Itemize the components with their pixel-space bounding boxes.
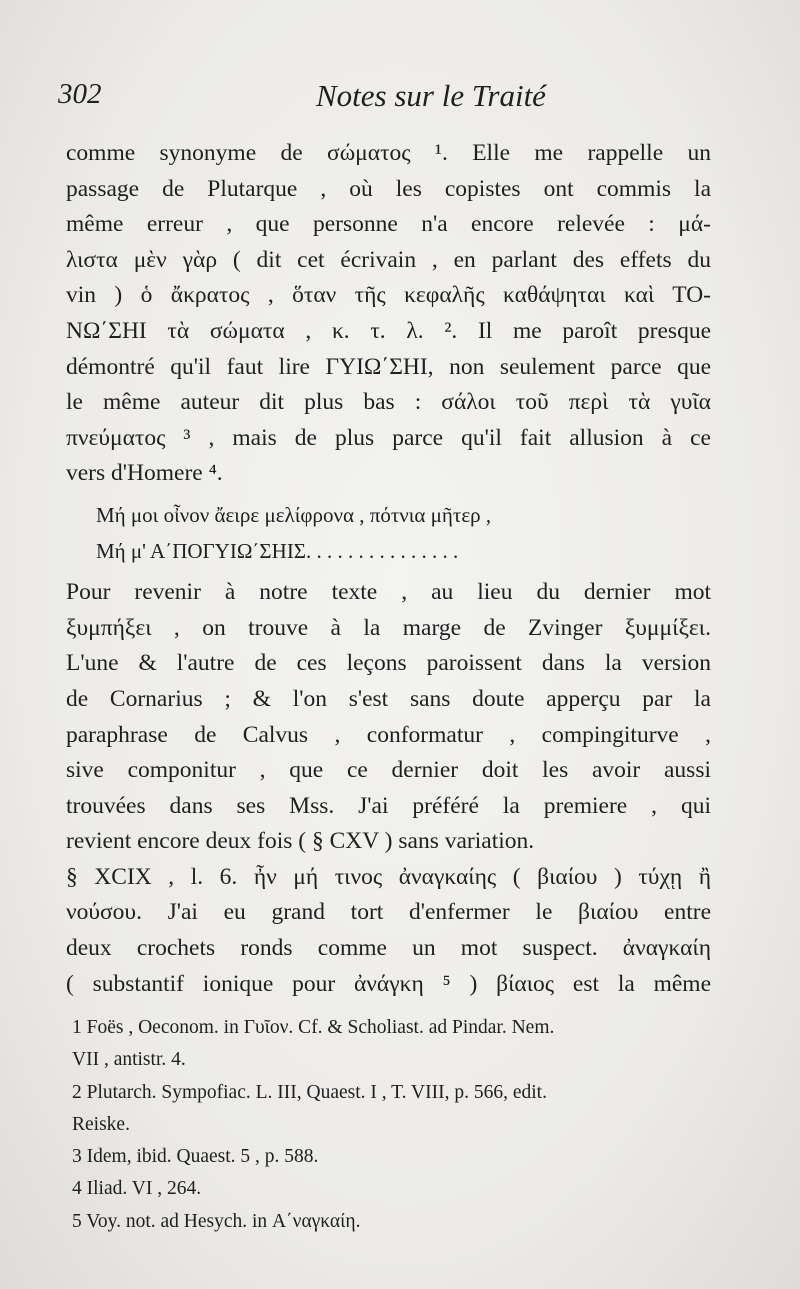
text-line: ΝΩ΄ΣΗΙ τὰ σώματα , κ. τ. λ. ². Il me paroît presque: [66, 317, 711, 344]
text-line: deux crochets ronds comme un mot suspect. ἀναγκαίη: [66, 935, 711, 962]
footnote: 3 Idem, ibid. Quaest. 5 , p. 588.: [72, 1146, 319, 1168]
text-line: paraphrase de Calvus , conformatur , compingiturve ,: [66, 721, 711, 748]
text-line: trouvées dans ses Mss. J'ai préféré la premiere , qui: [66, 792, 711, 819]
text-line: sive componitur , que ce dernier doit les avoir aussi: [66, 757, 711, 784]
verse-line: Μή μοι οἶνον ἄειρε μελίφρονα , πότνια μῆτερ ,: [96, 502, 492, 527]
main-text: [66, 136, 711, 1002]
page-number: 302: [58, 78, 102, 110]
footnote: 2 Plutarch. Sympofiac. L. III, Quaest. I , T. VIII, p. 566, edit.: [72, 1081, 547, 1103]
text-line: comme synonyme de σώματος ¹. Elle me rappelle un: [66, 140, 711, 166]
footnote-continuation: Reiske.: [72, 1113, 130, 1135]
text-line: revient encore deux fois ( § CXV ) sans variation.: [66, 828, 535, 855]
verse-line: Μή μ' Α΄ΠΟΓΥΙΩ΄ΣΗΙΣ. . . . . . . . . . . . . . .: [96, 538, 459, 563]
text-line: même erreur , que personne n'a encore relevée : μά-: [66, 211, 711, 238]
text-line: πνεύματος ³ , mais de plus parce qu'il fait allusion à ce: [66, 424, 711, 451]
text-line: ξυμπήξει , on trouve à la marge de Zvinger ξυμμίξει.: [66, 614, 711, 641]
footnote: 5 Voy. not. ad Hesych. in Α΄ναγκαίη.: [72, 1210, 361, 1232]
text-line: ( substantif ionique pour ἀνάγκη ⁵ ) βίαιος est la même: [66, 970, 711, 997]
footnote-continuation: VII , antistr. 4.: [72, 1049, 186, 1071]
running-title: Notes sur le Traité: [316, 78, 546, 113]
text-line: vin ) ὁ ἄκρατος , ὅταν τῆς κεφαλῆς καθάψηται καὶ ΤΟ-: [66, 282, 711, 309]
page-header: [58, 78, 718, 118]
text-line: démontré qu'il faut lire ΓΥΙΩ΄ΣΗΙ, non seulement parce que: [66, 353, 711, 380]
footnote: 1 Foës , Oeconom. in Γυῖον. Cf. & Scholiast. ad Pindar. Nem.: [72, 1017, 555, 1038]
text-line: νούσου. J'ai eu grand tort d'enfermer le βιαίου entre: [66, 899, 711, 926]
text-line: § XCIX , l. 6. ἦν μή τινος ἀναγκαίης ( βιαίου ) τύχῃ ἢ: [66, 863, 711, 890]
text-line: vers d'Homere ⁴.: [66, 460, 223, 487]
text-line: L'une & l'autre de ces leçons paroissent dans la version: [66, 650, 711, 677]
text-line: λιστα μὲν γὰρ ( dit cet écrivain , en parlant des effets du: [66, 246, 711, 273]
footnotes: [72, 1012, 712, 1238]
text-line: Pour revenir à notre texte , au lieu du dernier mot: [66, 579, 711, 606]
text-line: le même auteur dit plus bas : σάλοι τοῦ περὶ τὰ γυῖα: [66, 389, 711, 416]
text-line: de Cornarius ; & l'on s'est sans doute apperçu par la: [66, 685, 711, 712]
text-line: passage de Plutarque , où les copistes ont commis la: [66, 175, 711, 202]
footnote: 4 Iliad. VI , 264.: [72, 1178, 202, 1200]
